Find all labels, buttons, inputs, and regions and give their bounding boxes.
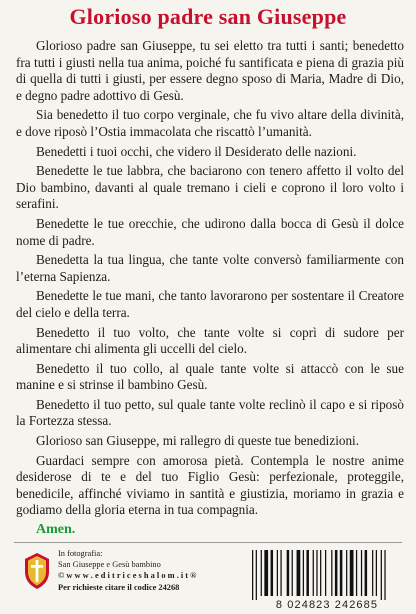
prayer-paragraph: Glorioso san Giuseppe, mi rallegro di queste tue benedizioni. bbox=[36, 433, 360, 449]
page-title: Glorioso padre san Giuseppe bbox=[69, 4, 347, 29]
prayer-paragraph: Benedetta la tua lingua, che tante volte conversò familiarmente con l’eterna Sapienza. bbox=[16, 252, 404, 284]
prayer-text bbox=[16, 38, 404, 522]
publisher-website: © w w w . e d i t r i c e s h a l o m . i t ® bbox=[58, 571, 197, 581]
prayer-paragraph: Benedetti i tuoi occhi, che videro il Desiderato delle nazioni. bbox=[36, 143, 357, 159]
prayer-paragraph: Benedette le tue orecchie, che udirono dalla bocca di Gesù il dolce nome di padre. bbox=[16, 215, 404, 248]
footer-divider bbox=[14, 542, 402, 543]
photo-caption: San Giuseppe e Gesù bambino bbox=[58, 560, 161, 570]
prayer-paragraph: Benedette le tue mani, che tanto lavorarono per sostentare il Creatore del cielo e della terra. bbox=[16, 288, 404, 320]
prayer-paragraph: Guardaci sempre con amorosa pietà. Contempla le nostre anime desiderose di te e del tuo Figlio Gesù: perfezionale, proteggile, benedicile, affinché viviamo in santità e giustizia, moriamo in grazia e godiamo della gloria eterna in tua compagnia. bbox=[16, 452, 404, 518]
prayer-paragraph: Benedetto il tuo petto, sul quale tante volte reclinò il capo e si riposò la Fortezza stessa. bbox=[16, 396, 404, 429]
prayer-paragraph: Benedetto il tuo volto, che tante volte si coprì di sudore per alimentare chi alimenta gli uccelli del cielo. bbox=[16, 324, 404, 357]
barcode-number: 8 024823 242685 bbox=[275, 599, 379, 611]
prayer-paragraph: Sia benedetto il tuo corpo verginale, che fu vivo altare della divinità, e dove riposò l’Ostia immacolata che riscattò l’umanità. bbox=[16, 107, 404, 139]
barcode-icon bbox=[250, 550, 404, 600]
prayer-paragraph: Benedetto il tuo collo, al quale tante volte si attaccò con le sue manine e si strinse il bambino Gesù. bbox=[16, 360, 404, 393]
prayer-paragraph: Glorioso padre san Giuseppe, tu sei eletto tra tutti i santi; benedetto fra tutti i giusti nella tua anima, poiché fu santificata e piena di grazia più di quella di tutti i giusti, per essere degno sposo di Maria, Madre di Dio, e degno padre adottivo di Gesù. bbox=[16, 38, 404, 103]
order-code-note: Per richieste citare il codice 24268 bbox=[58, 582, 180, 592]
shalom-logo-icon bbox=[24, 552, 50, 590]
prayer-paragraph: Benedette le tue labbra, che baciarono con tenero affetto il volto del Dio bambino, davanti al quale tremano i cieli e coprono il loro volto i serafini. bbox=[16, 163, 404, 212]
photo-label: In fotografia: bbox=[58, 549, 103, 558]
amen-text: Amen. bbox=[36, 522, 76, 537]
photo-credits bbox=[58, 548, 196, 593]
